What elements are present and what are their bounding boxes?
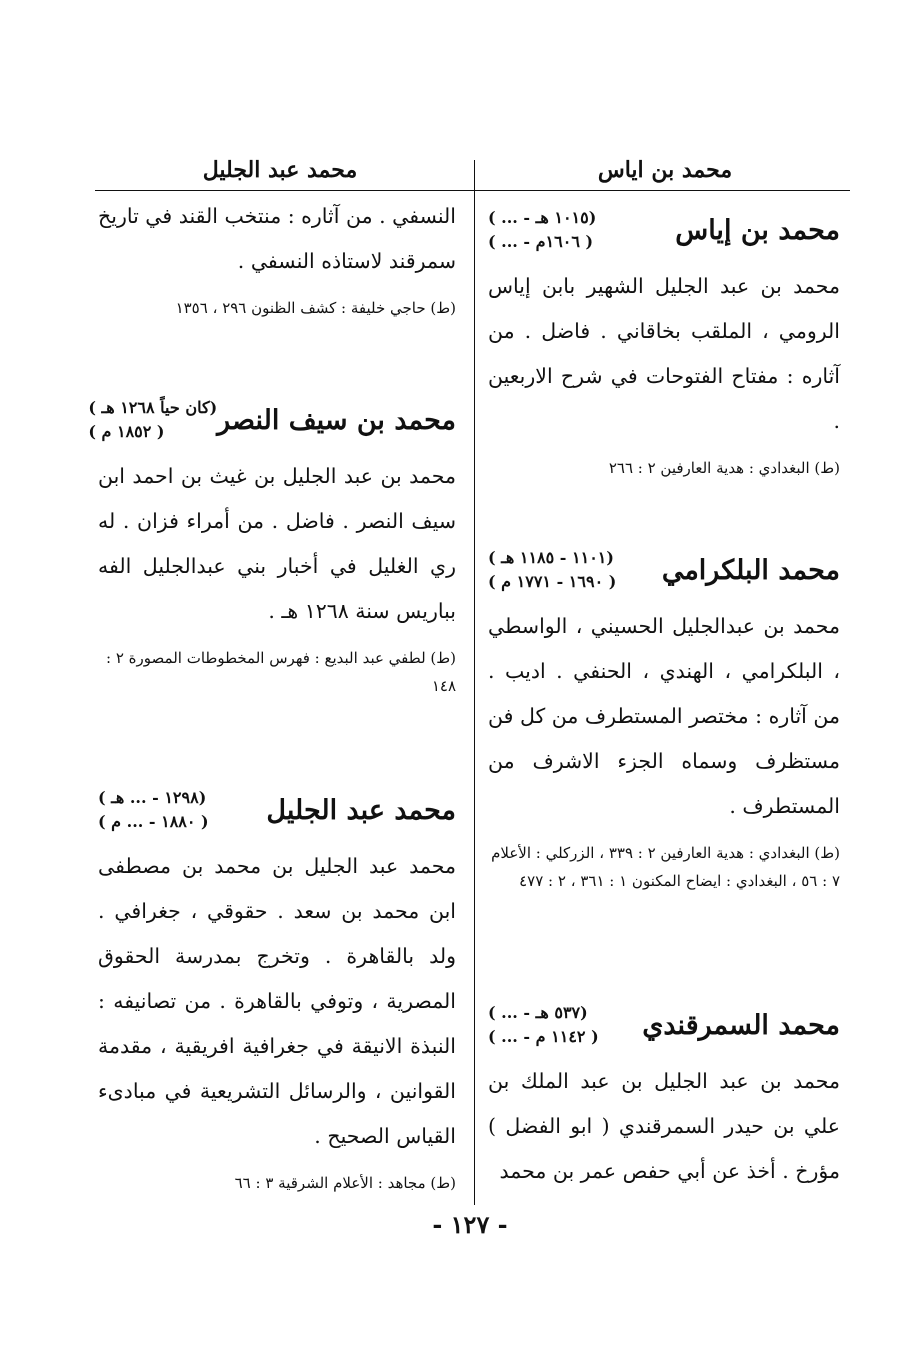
entry-dates — [98, 786, 209, 834]
dates-hijri: ( ... - ٥٣٧ هـ) — [488, 1003, 588, 1022]
entry-dates — [88, 396, 217, 444]
entry-body: محمد بن عبد الجليل الشهير بابن إياس الرومي ، الملقب بخاقاني . فاضل . من آثاره : مفتاح الفتوحات في شرح الاربعين . — [488, 274, 840, 433]
column-divider — [474, 160, 475, 1205]
entry-heading — [488, 540, 840, 600]
dates-hijri: ( ... - ١٠١٥ هـ) — [488, 208, 597, 227]
dates-gregorian: ( ١٦٩٠ - ١٧٧١ م ) — [488, 572, 617, 591]
page-number: - ١٢٧ - — [432, 1210, 508, 1239]
entry-reference: (ط) لطفي عبد البديع : فهرس المخطوطات المصورة ٢ : ١٤٨ — [106, 649, 456, 695]
entry-reference: (ط) حاجي خليفة : كشف الظنون ٢٩٦ ، ١٣٥٦ — [175, 299, 456, 317]
entry-name: محمد البلكرامي — [661, 554, 840, 586]
entry-name: محمد عبد الجليل — [266, 794, 456, 826]
running-head-left: محمد عبد الجليل — [202, 157, 358, 183]
entry-reference: (ط) البغدادي : هدية العارفين ٢ : ٣٣٩ ، الزركلي : الأعلام ٧ : ٥٦ ، البغدادي : ايضاح المكنون ١ : ٣٦١ ، ٢ : ٤٧٧ — [491, 844, 840, 890]
entry-name: محمد بن إياس — [675, 214, 840, 246]
entry-heading — [488, 995, 840, 1055]
entry-body: محمد بن عبد الجليل بن عبد الملك بن علي بن حيدر السمرقندي ( ابو الفضل ) مؤرخ . أخذ عن أبي حفص عمر بن محمد — [488, 1069, 840, 1183]
entry-reference: (ط) مجاهد : الأعلام الشرقية ٣ : ٦٦ — [234, 1174, 456, 1192]
dates-hijri: ( كان حياً ١٢٦٨ هـ) — [88, 398, 218, 417]
entry-body: محمد بن عبدالجليل الحسيني ، الواسطي ، البلكرامي ، الهندي ، الحنفي . اديب . من آثاره : مختصر المستطرف من كل فن مستظرف وسماه الجزء الاشرف من المستطرف . — [488, 614, 840, 818]
entry-body: محمد عبد الجليل بن محمد بن مصطفى ابن محمد بن سعد . حقوقي ، جغرافي . ولد بالقاهرة . وتخرج بمدرسة الحقوق المصرية ، وتوفي بالقاهرة . من تصانيفه : النبذة الانيقة في جغرافية افريقية ، مقدمة القوانين ، والرسائل التشريعية في مبادىء القياس الصحيح . — [98, 854, 456, 1148]
entry-reference: (ط) البغدادي : هدية العارفين ٢ : ٢٦٦ — [608, 459, 840, 477]
dates-gregorian: ( ١٨٥٢ م ) — [88, 422, 165, 441]
entry-heading — [488, 200, 840, 260]
entry-dates — [488, 206, 596, 254]
entry-continuation — [98, 190, 456, 322]
dates-hijri: ( ١٢٩٨ - ... هـ) — [98, 788, 207, 807]
entry-name: محمد السمرقندي — [642, 1009, 840, 1041]
dates-gregorian: ( ١٨٨٠ - ... م ) — [98, 812, 209, 831]
entry-heading — [88, 390, 456, 450]
dates-hijri: ( ١١٠١ - ١١٨٥ هـ) — [488, 548, 614, 567]
entry-body: النسفي . من آثاره : منتخب القند في تاريخ سمرقند لاستاذه النسفي . — [98, 204, 456, 273]
entry-dates — [488, 1001, 599, 1049]
entry-ibn-iyas — [488, 200, 840, 482]
entry-abd-al-jalil — [98, 780, 456, 1197]
entry-heading — [98, 780, 456, 840]
entry-sayf-al-nasr — [88, 390, 456, 700]
entry-name: محمد بن سيف النصر — [217, 404, 456, 436]
entry-body: محمد بن عبد الجليل بن غيث بن احمد ابن سيف النصر . فاضل . من أمراء فزان . له ري الغليل في أخبار بني عبدالجليل الفه بباريس سنة ١٢٦٨ هـ . — [98, 464, 456, 623]
running-head-right: محمد بن اياس — [597, 157, 733, 183]
entry-samarqandi — [488, 995, 840, 1194]
dates-gregorian: ( ... - ١١٤٢ م ) — [488, 1027, 599, 1046]
entry-bilkrami — [488, 540, 840, 895]
dates-gregorian: ( ... - ١٦٠٦م ) — [488, 232, 594, 251]
entry-dates — [488, 546, 616, 594]
